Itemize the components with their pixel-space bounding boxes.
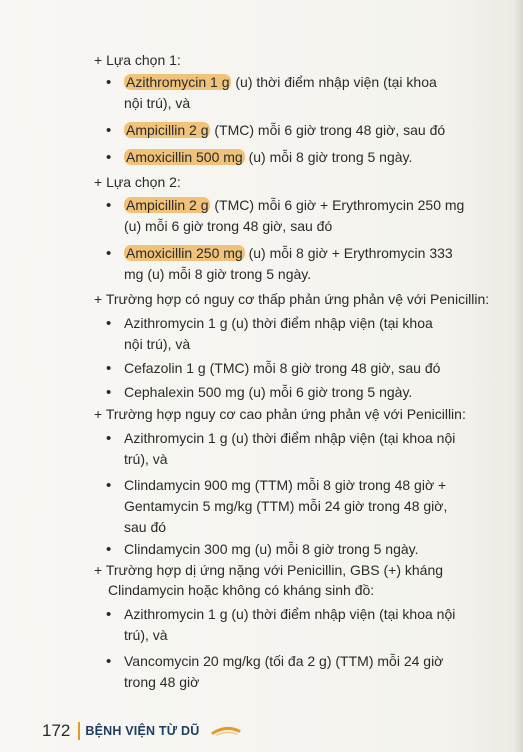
bullet-icon: • (106, 541, 112, 558)
list-item-text: Vancomycin 20 mg/kg (tối đa 2 g) (TTM) mỗi 24 giờ (124, 653, 444, 669)
option-2-label: + Lựa chọn 2: (94, 174, 181, 190)
list-item-text: Azithromycin 1 g (u) thời điểm nhập viện (tại khoa (124, 315, 433, 331)
list-item-text: nội trú), và (124, 95, 191, 111)
list-item (106, 428, 456, 470)
list-item-text: Clindamycin 300 mg (u) mỗi 8 giờ trong 5 ngày. (124, 541, 419, 557)
bullet-icon: • (106, 149, 112, 166)
bullet-icon: • (106, 245, 112, 262)
bullet-icon: • (106, 477, 112, 494)
list-item (106, 604, 456, 646)
hospital-name: BỆNH VIỆN TỪ DŨ (85, 724, 200, 738)
list-item (106, 243, 453, 285)
list-item-text: (u) mỗi 8 giờ trong 5 ngày. (244, 149, 413, 165)
list-item-text: Azithromycin 1 g (u) thời điểm nhập viện (tại khoa nội (124, 430, 456, 446)
list-item-text: trong 48 giờ (124, 674, 200, 690)
highlighted-drug: Amoxicillin 500 mg (126, 149, 243, 165)
bullet-icon: • (106, 430, 112, 447)
list-item (106, 120, 446, 141)
highlighted-drug: Amoxicillin 250 mg (126, 245, 243, 261)
list-item-text: trú), và (124, 451, 168, 467)
list-item (106, 475, 448, 538)
list-item-text: mg (u) mỗi 8 giờ trong 5 ngày. (124, 266, 312, 282)
heading-line: Clindamycin hoặc không có kháng sinh đồ: (108, 582, 375, 598)
list-item-text: Clindamycin 900 mg (TTM) mỗi 8 giờ trong 48 giờ + (124, 477, 447, 493)
high-risk-heading: + Trường hợp nguy cơ cao phản ứng phản vệ với Penicillin: (94, 406, 466, 422)
list-item (106, 72, 437, 114)
heading-line: + Trường hợp dị ứng nặng với Penicillin, GBS (+) kháng (94, 562, 444, 578)
list-item-text: (u) thời điểm nhập viện (tại khoa (231, 74, 437, 90)
list-item-text: trú), và (124, 627, 168, 643)
highlighted-drug: Azithromycin 1 g (126, 74, 230, 90)
bullet-icon: • (106, 122, 112, 139)
list-item-text: nội trú), và (124, 336, 191, 352)
bullet-icon: • (106, 360, 112, 377)
bullet-icon: • (106, 384, 112, 401)
list-item-text: (TMC) mỗi 6 giờ trong 48 giờ, sau đó (210, 122, 446, 138)
bullet-icon: • (106, 315, 112, 332)
list-item (106, 147, 413, 168)
list-item (106, 313, 433, 355)
hospital-logo-icon (211, 725, 241, 737)
bullet-icon: • (106, 653, 112, 670)
list-item (106, 358, 441, 379)
list-item (106, 382, 413, 403)
bullet-icon: • (106, 606, 112, 623)
list-item-text: (u) mỗi 6 giờ trong 48 giờ, sau đó (124, 218, 333, 234)
list-item-text: Gentamycin 5 mg/kg (TTM) mỗi 24 giờ trong 48 giờ, (124, 498, 448, 514)
bullet-icon: • (106, 74, 112, 91)
highlighted-drug: Ampicillin 2 g (126, 197, 209, 213)
list-item (106, 651, 444, 693)
list-item (106, 195, 465, 237)
page-number: 172 (42, 721, 71, 740)
footer-divider (78, 722, 80, 740)
list-item-text: sau đó (124, 519, 167, 535)
option-1-label: + Lựa chọn 1: (94, 52, 181, 68)
list-item-text: Azithromycin 1 g (u) thời điểm nhập viện (tại khoa nội (124, 606, 456, 622)
allergy-heading (94, 560, 443, 600)
page-edge-shadow (513, 0, 523, 752)
highlighted-drug: Ampicillin 2 g (126, 122, 209, 138)
list-item-text: (u) mỗi 8 giờ + Erythromycin 333 (244, 245, 453, 261)
bullet-icon: • (106, 197, 112, 214)
list-item-text: Cephalexin 500 mg (u) mỗi 6 giờ trong 5 ngày. (124, 384, 413, 400)
low-risk-heading: + Trường hợp có nguy cơ thấp phản ứng phản vệ với Penicillin: (94, 291, 490, 307)
list-item-text: Cefazolin 1 g (TMC) mỗi 8 giờ trong 48 giờ, sau đó (124, 360, 441, 376)
page-footer (42, 720, 241, 742)
list-item (106, 539, 419, 560)
list-item-text: (TMC) mỗi 6 giờ + Erythromycin 250 mg (210, 197, 465, 213)
